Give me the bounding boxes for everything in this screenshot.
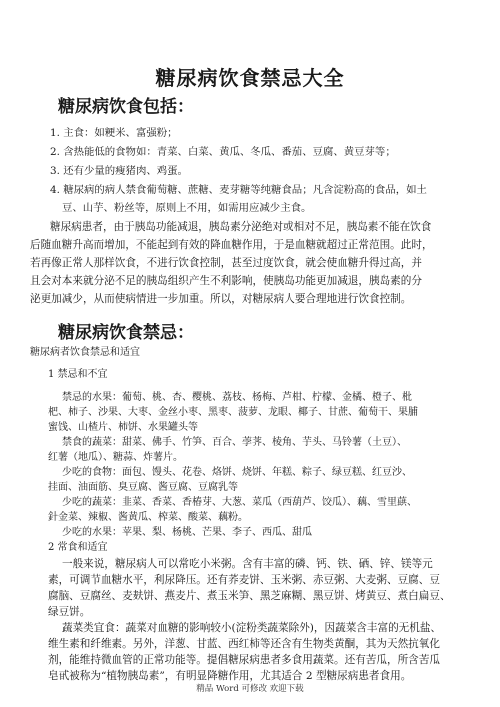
paragraph-line: 少吃的水果：苹果、梨、杨桃、芒果、李子、西瓜、甜瓜 bbox=[62, 527, 312, 538]
paragraph-line: 禁食的蔬菜：甜菜、佛手、竹笋、百合、荸荠、棱角、芋头、马铃薯（土豆）、 bbox=[62, 437, 407, 448]
list-item: 4. 糖尿病的病人禁食葡萄糖、蔗糖、麦芽糖等纯糖食品；凡含淀粉高的食品，如土 bbox=[50, 184, 427, 196]
section1-heading: 糖尿病饮食包括： bbox=[58, 97, 194, 117]
section2-subtitle: 糖尿病者饮食禁忌和适宜 bbox=[30, 347, 140, 358]
list-item: 1. 主食：如粳米、富强粉； bbox=[50, 127, 178, 139]
paragraph-line: 绿豆饼。 bbox=[48, 606, 91, 618]
document-title: 糖尿病饮食禁忌大全 bbox=[155, 66, 345, 90]
paragraph-line: 皂甙被称为“植物胰岛素”，有明显降糖作用，尤其适合 2 型糖尿病患者食用。 bbox=[48, 670, 412, 682]
list-item: 2. 含热能低的食物如：青菜、白菜、黄瓜、冬瓜、番茄、豆腐、黄豆芽等； bbox=[50, 146, 396, 158]
paragraph-line: 杷、柿子、沙果、大枣、金丝小枣、黑枣、菠萝、龙眼、椰子、甘蔗、葡萄干、果脯 bbox=[48, 407, 418, 418]
paragraph-line: 素，可调节血糖水平，利尿降压。还有荞麦饼、玉米粥、赤豆粥、大麦粥、豆腐、豆 bbox=[48, 574, 440, 586]
paragraph-line: 红薯（地瓜）、糖蒜、炸薯片。 bbox=[48, 452, 183, 463]
list-item: 3. 还有少量的瘦猪肉、鸡蛋。 bbox=[50, 165, 188, 177]
paragraph-line: 蔬菜类宜食：蔬菜对血糖的影响较小(淀粉类蔬菜除外)，因蔬菜含丰富的无机盐、 bbox=[62, 622, 442, 634]
paragraph-line: 一般来说，糖尿病人可以常吃小米粥。含有丰富的磷、钙、铁、硒、锌、镁等元 bbox=[62, 558, 433, 570]
paragraph-line: 少吃的蔬菜：韭菜、香菜、香椿芽、大葱、菜瓜（西葫芦、饺瓜）、藕、雪里蕻、 bbox=[62, 497, 417, 508]
paragraph-line: 糖尿病患者，由于胰岛功能减退，胰岛素分泌绝对或相对不足，胰岛素不能在饮食 bbox=[50, 221, 432, 233]
paragraph-line: 且会对本来就分泌不足的胰岛组织产生不利影响，使胰岛功能更加减退，胰岛素的分 bbox=[30, 275, 422, 287]
paragraph-line: 若再像正常人那样饮食，不进行饮食控制，甚至过度饮食，就会使血糖升得过高，并 bbox=[30, 257, 422, 269]
list-item: 豆、山芋、粉丝等，原则上不用，如需用应减少主食。 bbox=[62, 202, 312, 214]
paragraph-line: 后随血糖升高而增加，不能起到有效的降血糖作用，于是血糖就超过正常范围。此时， bbox=[30, 239, 433, 251]
subsection-title: 2 常食和适宜 bbox=[48, 542, 108, 553]
paragraph-line: 维生素和纤维素。另外，洋葱、甘蓝、西红柿等还含有生物类黄酮，其为天然抗氧化 bbox=[48, 638, 440, 650]
page-footer: 精品 Word 可修改 欢迎下载 bbox=[196, 684, 304, 694]
section2-heading: 糖尿病饮食禁忌： bbox=[58, 323, 194, 343]
paragraph-line: 挂面、油面筋、臭豆腐、酱豆腐、豆腐乳等 bbox=[48, 482, 238, 493]
paragraph-line: 針金菜、辣椒、酱黄瓜、榨菜、酸菜、藕粉。 bbox=[48, 512, 248, 523]
subsection-title: 1 禁忌和不宜 bbox=[48, 369, 108, 380]
paragraph-line: 泌更加减少，从而使病情进一步加重。所以，对糖尿病人要合理地进行饮食控制。 bbox=[30, 293, 412, 305]
paragraph-line: 蜜饯、山楂片、柿饼、水果罐头等 bbox=[48, 422, 198, 433]
paragraph-line: 腐脑、豆腐丝、麦麸饼、燕麦片、煮玉米笋、黑芝麻糊、黑豆饼、烤黄豆、煮白扁豆、 bbox=[48, 590, 451, 602]
paragraph-line: 少吃的食物：面包、馒头、花卷、烙饼、烧饼、年糕、粽子、绿豆糕、红豆沙、 bbox=[62, 467, 412, 478]
paragraph-line: 禁忌的水果：葡萄、桃、杏、樱桃、荔枝、杨梅、芦柑、柠檬、金橘、橙子、枇 bbox=[62, 392, 412, 403]
paragraph-line: 剂，能维持微血管的正常功能等。提倡糖尿病患者多食用蔬菜。还有苦瓜，所含苦瓜 bbox=[48, 654, 440, 666]
